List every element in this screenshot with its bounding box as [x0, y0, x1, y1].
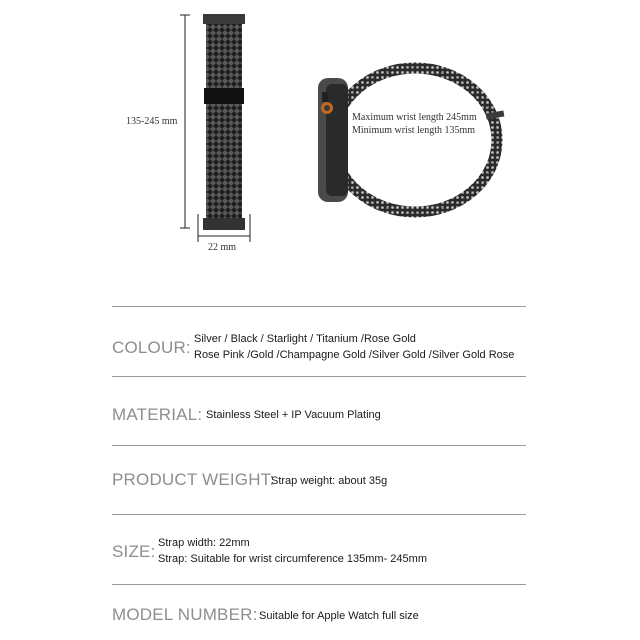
colour-label: COLOUR: — [112, 338, 191, 357]
size-label: SIZE: — [112, 542, 156, 561]
colour-values-line1: Silver / Black / Starlight / Titanium /Rose Gold — [194, 333, 416, 345]
weight-value: Strap weight: about 35g — [271, 475, 388, 487]
material-value: Stainless Steel + IP Vacuum Plating — [206, 409, 381, 421]
weight-label: PRODUCT WEIGHT: — [112, 470, 275, 489]
band-bottom-connector — [203, 218, 245, 230]
min-wrist-label: Minimum wrist length 135mm — [352, 125, 476, 136]
max-wrist-label: Maximum wrist length 245mm — [352, 112, 477, 123]
band-buckle — [204, 88, 244, 104]
model-value: Suitable for Apple Watch full size — [259, 610, 419, 622]
size-width-value: Strap width: 22mm — [158, 537, 250, 549]
looped-band — [333, 68, 497, 212]
divider-1 — [112, 306, 526, 307]
material-label: MATERIAL: — [112, 405, 203, 424]
size-wrist-value: Strap: Suitable for wrist circumference 135mm- 245mm — [158, 553, 427, 565]
divider-5 — [112, 584, 526, 585]
length-label: 135-245 mm — [126, 116, 178, 127]
width-label: 22 mm — [208, 242, 237, 253]
divider-3 — [112, 445, 526, 446]
divider-4 — [112, 514, 526, 515]
colour-values-line2: Rose Pink /Gold /Champagne Gold /Silver Gold /Silver Gold Rose — [194, 349, 515, 361]
band-top-connector — [203, 14, 245, 24]
band-diagram — [0, 0, 640, 300]
divider-2 — [112, 376, 526, 377]
watch-case-icon — [318, 78, 348, 202]
model-label: MODEL NUMBER: — [112, 605, 258, 624]
straight-band — [206, 24, 242, 220]
